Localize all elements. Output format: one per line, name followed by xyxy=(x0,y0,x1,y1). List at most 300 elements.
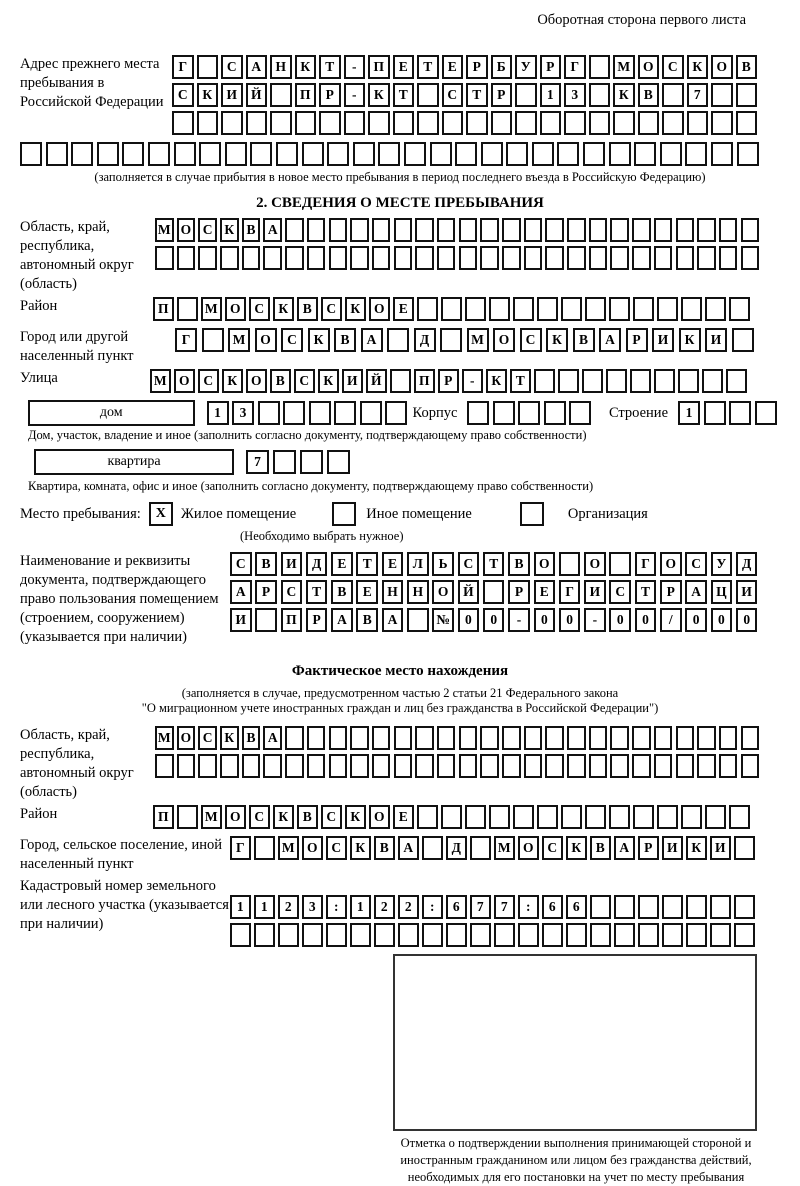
char-box[interactable] xyxy=(441,297,462,321)
char-box[interactable] xyxy=(285,754,304,778)
char-box[interactable]: Е xyxy=(393,55,415,79)
char-box[interactable] xyxy=(270,83,292,107)
char-box[interactable] xyxy=(585,297,606,321)
char-box[interactable] xyxy=(634,142,656,166)
char-box[interactable]: 0 xyxy=(534,608,556,632)
char-box[interactable] xyxy=(741,726,760,750)
char-box[interactable] xyxy=(198,754,217,778)
char-box[interactable]: Р xyxy=(438,369,459,393)
char-box[interactable]: Р xyxy=(508,580,530,604)
char-box[interactable]: К xyxy=(273,805,294,829)
document-row-3[interactable] xyxy=(230,608,780,632)
char-box[interactable] xyxy=(255,608,277,632)
char-box[interactable]: О xyxy=(246,369,267,393)
char-box[interactable] xyxy=(177,246,196,270)
char-box[interactable] xyxy=(273,450,296,474)
char-box[interactable]: Е xyxy=(393,805,414,829)
char-box[interactable] xyxy=(441,805,462,829)
char-box[interactable] xyxy=(172,111,194,135)
char-box[interactable] xyxy=(590,923,611,947)
char-box[interactable]: О xyxy=(432,580,454,604)
char-box[interactable] xyxy=(524,246,543,270)
char-box[interactable]: С xyxy=(662,55,684,79)
char-box[interactable]: С xyxy=(458,552,480,576)
document-row-1[interactable] xyxy=(230,552,780,576)
char-box[interactable] xyxy=(609,142,631,166)
char-box[interactable]: 3 xyxy=(564,83,586,107)
char-box[interactable]: В xyxy=(334,328,356,352)
char-box[interactable] xyxy=(230,923,251,947)
char-box[interactable] xyxy=(466,111,488,135)
char-box[interactable] xyxy=(177,754,196,778)
char-box[interactable] xyxy=(676,726,695,750)
char-box[interactable] xyxy=(246,111,268,135)
char-box[interactable] xyxy=(442,111,464,135)
char-box[interactable] xyxy=(557,142,579,166)
char-box[interactable]: А xyxy=(246,55,268,79)
char-box[interactable]: О xyxy=(255,328,277,352)
char-box[interactable]: Т xyxy=(510,369,531,393)
s2-raion-row[interactable] xyxy=(153,297,780,321)
char-box[interactable]: А xyxy=(263,218,282,242)
char-box[interactable] xyxy=(654,726,673,750)
char-box[interactable]: Г xyxy=(172,55,194,79)
char-box[interactable] xyxy=(515,111,537,135)
char-box[interactable] xyxy=(710,923,731,947)
char-box[interactable]: О xyxy=(493,328,515,352)
char-box[interactable] xyxy=(242,754,261,778)
char-box[interactable]: О xyxy=(638,55,660,79)
prev-address-row-4[interactable] xyxy=(20,142,780,166)
char-box[interactable] xyxy=(524,218,543,242)
char-box[interactable] xyxy=(263,246,282,270)
char-box[interactable] xyxy=(415,726,434,750)
char-box[interactable]: Г xyxy=(175,328,197,352)
char-box[interactable] xyxy=(710,895,731,919)
char-box[interactable]: С xyxy=(249,297,270,321)
char-box[interactable] xyxy=(610,246,629,270)
char-box[interactable]: П xyxy=(281,608,303,632)
char-box[interactable]: 6 xyxy=(542,895,563,919)
char-box[interactable]: С xyxy=(172,83,194,107)
char-box[interactable]: В xyxy=(508,552,530,576)
char-box[interactable] xyxy=(285,218,304,242)
char-box[interactable]: О xyxy=(534,552,556,576)
char-box[interactable]: К xyxy=(197,83,219,107)
char-box[interactable]: А xyxy=(382,608,404,632)
char-box[interactable] xyxy=(561,805,582,829)
char-box[interactable]: 0 xyxy=(559,608,581,632)
char-box[interactable]: М xyxy=(228,328,250,352)
char-box[interactable]: В xyxy=(356,608,378,632)
char-box[interactable] xyxy=(372,218,391,242)
char-box[interactable]: Р xyxy=(491,83,513,107)
char-box[interactable] xyxy=(480,726,499,750)
char-box[interactable]: С xyxy=(281,580,303,604)
char-box[interactable] xyxy=(589,55,611,79)
char-box[interactable] xyxy=(662,895,683,919)
char-box[interactable]: 2 xyxy=(398,895,419,919)
char-box[interactable]: М xyxy=(155,726,174,750)
char-box[interactable] xyxy=(307,726,326,750)
char-box[interactable] xyxy=(545,218,564,242)
char-box[interactable] xyxy=(502,754,521,778)
char-box[interactable]: Д xyxy=(306,552,328,576)
char-box[interactable] xyxy=(446,923,467,947)
char-box[interactable] xyxy=(258,401,280,425)
fact-raion-row[interactable] xyxy=(153,805,780,829)
char-box[interactable] xyxy=(534,369,555,393)
char-box[interactable] xyxy=(589,754,608,778)
char-box[interactable] xyxy=(202,328,224,352)
char-box[interactable]: К xyxy=(486,369,507,393)
char-box[interactable] xyxy=(407,608,429,632)
char-box[interactable] xyxy=(394,218,413,242)
char-box[interactable]: В xyxy=(331,580,353,604)
char-box[interactable] xyxy=(654,754,673,778)
char-box[interactable]: 1 xyxy=(540,83,562,107)
char-box[interactable]: 0 xyxy=(458,608,480,632)
char-box[interactable] xyxy=(537,805,558,829)
char-box[interactable] xyxy=(329,246,348,270)
char-box[interactable] xyxy=(632,246,651,270)
char-box[interactable] xyxy=(540,111,562,135)
char-box[interactable]: С xyxy=(294,369,315,393)
document-row-2[interactable] xyxy=(230,580,780,604)
char-box[interactable]: Е xyxy=(331,552,353,576)
s2-ulitsa-row[interactable] xyxy=(150,369,780,393)
char-box[interactable]: В xyxy=(297,297,318,321)
char-box[interactable]: 3 xyxy=(302,895,323,919)
char-box[interactable] xyxy=(567,754,586,778)
char-box[interactable]: К xyxy=(222,369,243,393)
char-box[interactable]: Г xyxy=(564,55,586,79)
char-box[interactable]: И xyxy=(736,580,758,604)
char-box[interactable] xyxy=(417,111,439,135)
char-box[interactable] xyxy=(589,111,611,135)
char-box[interactable] xyxy=(198,246,217,270)
char-box[interactable]: Г xyxy=(230,836,251,860)
char-box[interactable]: А xyxy=(331,608,353,632)
char-box[interactable]: Г xyxy=(559,580,581,604)
char-box[interactable] xyxy=(437,726,456,750)
char-box[interactable]: - xyxy=(584,608,606,632)
char-box[interactable] xyxy=(676,246,695,270)
char-box[interactable]: Д xyxy=(446,836,467,860)
char-box[interactable]: П xyxy=(153,297,174,321)
char-box[interactable] xyxy=(633,805,654,829)
char-box[interactable] xyxy=(741,246,760,270)
char-box[interactable]: К xyxy=(350,836,371,860)
char-box[interactable] xyxy=(741,754,760,778)
char-box[interactable]: К xyxy=(566,836,587,860)
char-box[interactable] xyxy=(225,142,247,166)
char-box[interactable]: И xyxy=(281,552,303,576)
char-box[interactable] xyxy=(221,111,243,135)
char-box[interactable] xyxy=(719,246,738,270)
fact-kadastr-row-1[interactable] xyxy=(230,895,780,919)
char-box[interactable]: Т xyxy=(393,83,415,107)
fact-oblast-row-2[interactable] xyxy=(155,754,780,778)
char-box[interactable]: А xyxy=(263,726,282,750)
char-box[interactable] xyxy=(302,923,323,947)
char-box[interactable]: С xyxy=(609,580,631,604)
char-box[interactable]: С xyxy=(326,836,347,860)
char-box[interactable] xyxy=(729,805,750,829)
char-box[interactable] xyxy=(697,218,716,242)
char-box[interactable] xyxy=(506,142,528,166)
char-box[interactable] xyxy=(242,246,261,270)
char-box[interactable]: Ц xyxy=(711,580,733,604)
char-box[interactable] xyxy=(711,111,733,135)
char-box[interactable] xyxy=(687,111,709,135)
char-box[interactable]: Р xyxy=(306,608,328,632)
char-box[interactable]: В xyxy=(242,726,261,750)
char-box[interactable]: П xyxy=(153,805,174,829)
korpus-boxes[interactable] xyxy=(467,401,595,425)
char-box[interactable] xyxy=(177,805,198,829)
char-box[interactable] xyxy=(654,218,673,242)
char-box[interactable]: В xyxy=(374,836,395,860)
char-box[interactable]: О xyxy=(584,552,606,576)
char-box[interactable] xyxy=(705,805,726,829)
char-box[interactable]: К xyxy=(220,726,239,750)
char-box[interactable] xyxy=(327,450,350,474)
char-box[interactable]: 0 xyxy=(483,608,505,632)
char-box[interactable] xyxy=(606,369,627,393)
char-box[interactable] xyxy=(662,111,684,135)
kvartira-boxes[interactable] xyxy=(246,450,354,474)
prev-address-row-3[interactable] xyxy=(172,111,780,135)
char-box[interactable]: А xyxy=(599,328,621,352)
char-box[interactable]: 1 xyxy=(230,895,251,919)
char-box[interactable] xyxy=(729,401,751,425)
fact-gorod-row[interactable] xyxy=(230,836,780,860)
char-box[interactable]: У xyxy=(515,55,537,79)
char-box[interactable]: А xyxy=(230,580,252,604)
char-box[interactable] xyxy=(542,923,563,947)
char-box[interactable]: Д xyxy=(414,328,436,352)
char-box[interactable]: Н xyxy=(382,580,404,604)
char-box[interactable] xyxy=(481,142,503,166)
char-box[interactable]: И xyxy=(230,608,252,632)
char-box[interactable]: С xyxy=(281,328,303,352)
char-box[interactable] xyxy=(197,55,219,79)
char-box[interactable]: Й xyxy=(366,369,387,393)
char-box[interactable]: Р xyxy=(638,836,659,860)
char-box[interactable]: Й xyxy=(458,580,480,604)
char-box[interactable]: 7 xyxy=(470,895,491,919)
char-box[interactable] xyxy=(518,401,540,425)
char-box[interactable] xyxy=(609,552,631,576)
char-box[interactable] xyxy=(350,218,369,242)
char-box[interactable] xyxy=(681,805,702,829)
char-box[interactable]: А xyxy=(398,836,419,860)
char-box[interactable]: В xyxy=(255,552,277,576)
char-box[interactable]: В xyxy=(242,218,261,242)
char-box[interactable] xyxy=(582,369,603,393)
char-box[interactable] xyxy=(719,726,738,750)
char-box[interactable] xyxy=(374,923,395,947)
char-box[interactable]: Т xyxy=(483,552,505,576)
char-box[interactable] xyxy=(480,754,499,778)
char-box[interactable]: К xyxy=(220,218,239,242)
s2-gorod-row[interactable] xyxy=(175,328,780,352)
char-box[interactable] xyxy=(350,754,369,778)
char-box[interactable]: - xyxy=(508,608,530,632)
char-box[interactable] xyxy=(276,142,298,166)
char-box[interactable] xyxy=(589,83,611,107)
char-box[interactable]: Т xyxy=(306,580,328,604)
char-box[interactable] xyxy=(537,297,558,321)
char-box[interactable] xyxy=(545,726,564,750)
char-box[interactable]: С xyxy=(520,328,542,352)
char-box[interactable] xyxy=(334,401,356,425)
char-box[interactable] xyxy=(430,142,452,166)
char-box[interactable] xyxy=(632,218,651,242)
char-box[interactable] xyxy=(583,142,605,166)
char-box[interactable] xyxy=(657,297,678,321)
char-box[interactable] xyxy=(561,297,582,321)
char-box[interactable] xyxy=(585,805,606,829)
char-box[interactable]: М xyxy=(467,328,489,352)
char-box[interactable]: С xyxy=(198,726,217,750)
char-box[interactable]: 6 xyxy=(566,895,587,919)
char-box[interactable]: К xyxy=(308,328,330,352)
char-box[interactable]: О xyxy=(225,297,246,321)
char-box[interactable] xyxy=(480,218,499,242)
char-box[interactable] xyxy=(417,297,438,321)
char-box[interactable]: : xyxy=(422,895,443,919)
char-box[interactable]: О xyxy=(660,552,682,576)
char-box[interactable] xyxy=(755,401,777,425)
char-box[interactable] xyxy=(440,328,462,352)
char-box[interactable] xyxy=(415,246,434,270)
char-box[interactable] xyxy=(350,246,369,270)
char-box[interactable]: М xyxy=(494,836,515,860)
char-box[interactable] xyxy=(736,111,758,135)
char-box[interactable]: Г xyxy=(635,552,657,576)
char-box[interactable] xyxy=(564,111,586,135)
char-box[interactable]: - xyxy=(344,83,366,107)
char-box[interactable] xyxy=(654,246,673,270)
char-box[interactable] xyxy=(177,297,198,321)
char-box[interactable] xyxy=(732,328,754,352)
char-box[interactable] xyxy=(393,111,415,135)
char-box[interactable] xyxy=(197,111,219,135)
char-box[interactable] xyxy=(638,895,659,919)
char-box[interactable]: В xyxy=(638,83,660,107)
char-box[interactable] xyxy=(681,297,702,321)
char-box[interactable]: 0 xyxy=(685,608,707,632)
char-box[interactable]: Й xyxy=(246,83,268,107)
char-box[interactable]: О xyxy=(369,297,390,321)
char-box[interactable] xyxy=(385,401,407,425)
char-box[interactable] xyxy=(483,580,505,604)
char-box[interactable]: И xyxy=(662,836,683,860)
stroenie-boxes[interactable] xyxy=(678,401,780,425)
char-box[interactable]: К xyxy=(613,83,635,107)
char-box[interactable]: М xyxy=(201,297,222,321)
char-box[interactable] xyxy=(610,726,629,750)
char-box[interactable] xyxy=(254,836,275,860)
char-box[interactable] xyxy=(589,218,608,242)
char-box[interactable]: И xyxy=(342,369,363,393)
char-box[interactable]: Е xyxy=(356,580,378,604)
char-box[interactable] xyxy=(502,218,521,242)
char-box[interactable] xyxy=(657,805,678,829)
char-box[interactable] xyxy=(686,895,707,919)
char-box[interactable]: М xyxy=(201,805,222,829)
char-box[interactable]: Р xyxy=(540,55,562,79)
char-box[interactable]: О xyxy=(177,218,196,242)
char-box[interactable]: К xyxy=(345,805,366,829)
char-box[interactable] xyxy=(470,923,491,947)
char-box[interactable] xyxy=(220,246,239,270)
char-box[interactable]: Т xyxy=(356,552,378,576)
char-box[interactable]: И xyxy=(652,328,674,352)
char-box[interactable] xyxy=(630,369,651,393)
char-box[interactable]: - xyxy=(462,369,483,393)
char-box[interactable]: У xyxy=(711,552,733,576)
char-box[interactable]: 6 xyxy=(446,895,467,919)
char-box[interactable] xyxy=(390,369,411,393)
prev-address-row-2[interactable] xyxy=(172,83,780,107)
char-box[interactable]: 7 xyxy=(246,450,269,474)
dom-field[interactable]: дом xyxy=(28,400,195,426)
char-box[interactable] xyxy=(20,142,42,166)
char-box[interactable] xyxy=(360,401,382,425)
char-box[interactable] xyxy=(524,726,543,750)
char-box[interactable]: Д xyxy=(736,552,758,576)
char-box[interactable]: Т xyxy=(319,55,341,79)
char-box[interactable] xyxy=(285,726,304,750)
char-box[interactable] xyxy=(309,401,331,425)
char-box[interactable]: № xyxy=(432,608,454,632)
char-box[interactable]: С xyxy=(442,83,464,107)
char-box[interactable] xyxy=(737,142,759,166)
char-box[interactable] xyxy=(480,246,499,270)
char-box[interactable]: И xyxy=(710,836,731,860)
char-box[interactable] xyxy=(632,726,651,750)
char-box[interactable]: Б xyxy=(491,55,513,79)
char-box[interactable] xyxy=(502,246,521,270)
char-box[interactable] xyxy=(719,218,738,242)
char-box[interactable] xyxy=(662,83,684,107)
char-box[interactable] xyxy=(609,297,630,321)
char-box[interactable] xyxy=(220,754,239,778)
char-box[interactable] xyxy=(300,450,323,474)
char-box[interactable] xyxy=(250,142,272,166)
char-box[interactable] xyxy=(613,111,635,135)
char-box[interactable] xyxy=(654,369,675,393)
char-box[interactable]: Т xyxy=(417,55,439,79)
char-box[interactable] xyxy=(711,142,733,166)
char-box[interactable] xyxy=(307,246,326,270)
char-box[interactable] xyxy=(329,218,348,242)
char-box[interactable]: С xyxy=(321,297,342,321)
char-box[interactable]: С xyxy=(198,218,217,242)
char-box[interactable] xyxy=(46,142,68,166)
char-box[interactable]: - xyxy=(344,55,366,79)
char-box[interactable] xyxy=(465,805,486,829)
char-box[interactable] xyxy=(736,83,758,107)
char-box[interactable] xyxy=(678,369,699,393)
char-box[interactable]: : xyxy=(326,895,347,919)
char-box[interactable]: С xyxy=(321,805,342,829)
char-box[interactable] xyxy=(734,895,755,919)
char-box[interactable] xyxy=(350,726,369,750)
